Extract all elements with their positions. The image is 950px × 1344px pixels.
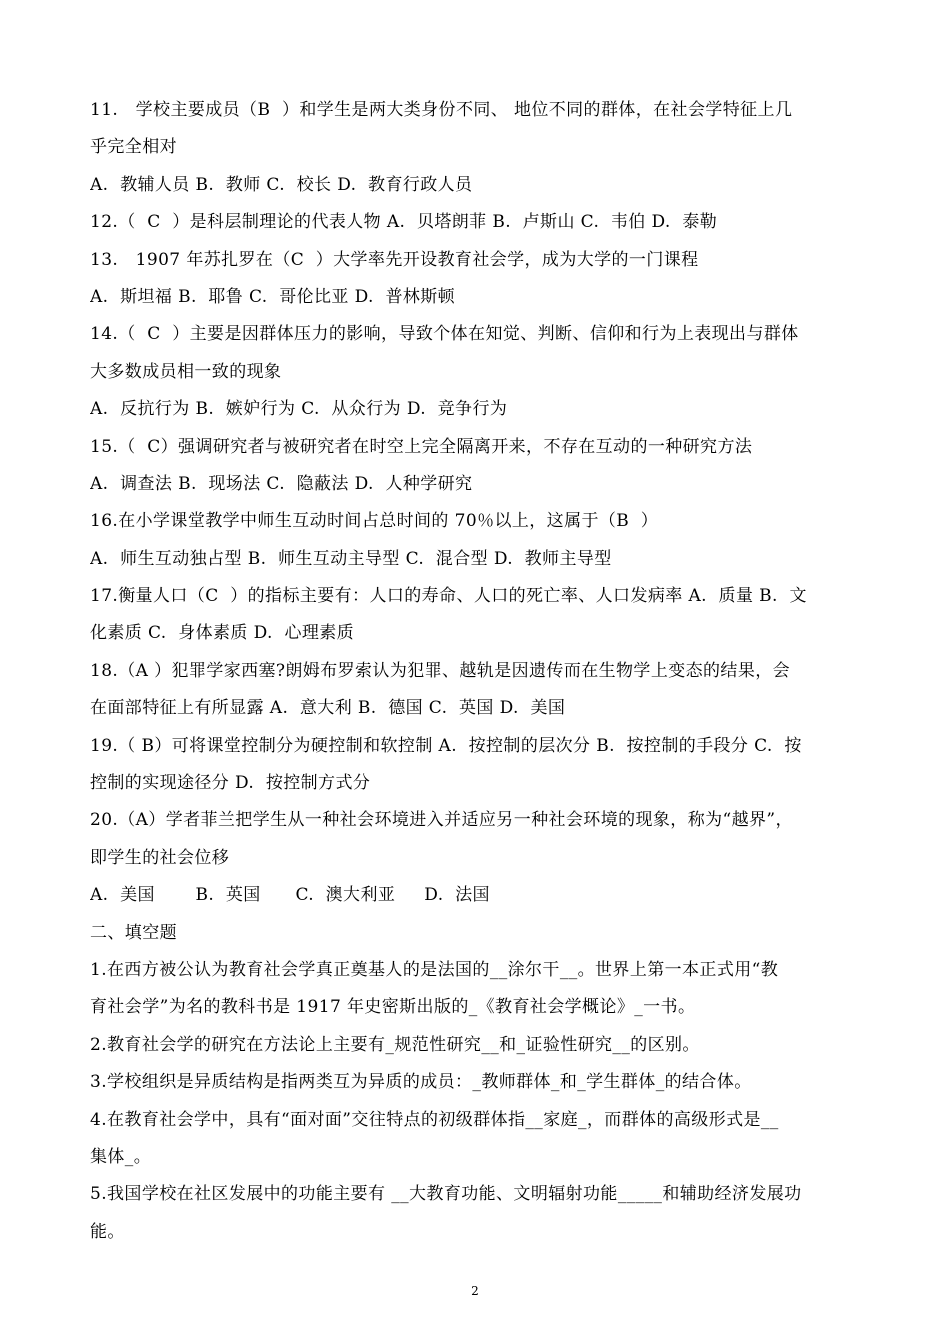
text-line: 育社会学”为名的教科书是 1917 年史密斯出版的_《教育社会学概论》_一书。 [90,997,696,1018]
text-line: A. 调查法 B. 现场法 C. 隐蔽法 D. 人种学研究 [90,473,473,494]
text-line: 大多数成员相一致的现象 [90,361,282,382]
text-line: 在面部特征上有所显露 A. 意大利 B. 德国 C. 英国 D. 美国 [90,698,566,719]
text-line: 4.在教育社会学中，具有“面对面”交往特点的初级群体指__家庭_，而群体的高级形式是__ [90,1109,779,1130]
text-line: A. 反抗行为 B. 嫉妒行为 C. 从众行为 D. 竞争行为 [90,399,508,420]
text-line: 20.（A）学者菲兰把学生从一种社会环境进入并适应另一种社会环境的现象，称为“越界”， [90,810,793,831]
text-line: 2.教育社会学的研究在方法论上主要有_规范性研究__和_证验性研究__的区别。 [90,1034,700,1055]
text-line: 集体_。 [90,1146,152,1167]
text-line: 即学生的社会位移 [90,847,230,868]
text-line: A. 教辅人员 B. 教师 C. 校长 D. 教育行政人员 [90,174,473,195]
section-heading: 二、填空题 [90,922,177,943]
text-line: 13. 1907 年苏扎罗在（C ）大学率先开设教育社会学，成为大学的一门课程 [90,249,699,270]
text-line: 16.在小学课堂教学中师生互动时间占总时间的 70％以上，这属于（B ） [90,511,659,532]
text-line: 3.学校组织是异质结构是指两类互为异质的成员：_教师群体_和_学生群体_的结合体。 [90,1072,752,1093]
text-line: 控制的实现途径分 D. 按控制方式分 [90,773,371,794]
text-line: A. 师生互动独占型 B. 师生互动主导型 C. 混合型 D. 教师主导型 [90,548,612,569]
text-line: 19.（ B）可将课堂控制分为硬控制和软控制 A. 按控制的层次分 B. 按控制的手段分 C. 按 [90,735,802,756]
text-line: A. 美国 B. 英国 C. 澳大利亚 D. 法国 [90,885,490,906]
text-line: A. 斯坦福 B. 耶鲁 C. 哥伦比亚 D. 普林斯顿 [90,286,456,307]
text-line: 化素质 C. 身体素质 D. 心理素质 [90,623,355,644]
text-line: 5.我国学校在社区发展中的功能主要有 __大教育功能、文明辐射功能_____和辅助经济发展功 [90,1184,802,1205]
text-line: 能。 [90,1221,125,1242]
text-line: 11. 学校主要成员（B ）和学生是两大类身份不同、 地位不同的群体，在社会学特征上几 [90,100,793,120]
text-line: 15.（ C）强调研究者与被研究者在时空上完全隔离开来，不存在互动的一种研究方法 [90,436,753,457]
text-line: 14.（ C ）主要是因群体压力的影响，导致个体在知觉、判断、信仰和行为上表现出与群体 [90,324,799,345]
text-line: 17.衡量人口（C ）的指标主要有：人口的寿命、人口的死亡率、人口发病率 A. 质量 B. 文 [90,586,807,607]
text-line: 乎完全相对 [90,137,177,158]
document-body [90,92,860,1251]
page-number: 2 [471,1284,479,1298]
text-line: 18.（A ）犯罪学家西塞?朗姆布罗索认为犯罪、越轨是因遗传而在生物学上变态的结果，会 [90,660,791,681]
text-line: 12.（ C ）是科层制理论的代表人物 A. 贝塔朗菲 B. 卢斯山 C. 韦伯 D. 泰勒 [90,212,718,233]
text-line: 1.在西方被公认为教育社会学真正奠基人的是法国的__涂尔干__。世界上第一本正式用“教 [90,959,779,980]
